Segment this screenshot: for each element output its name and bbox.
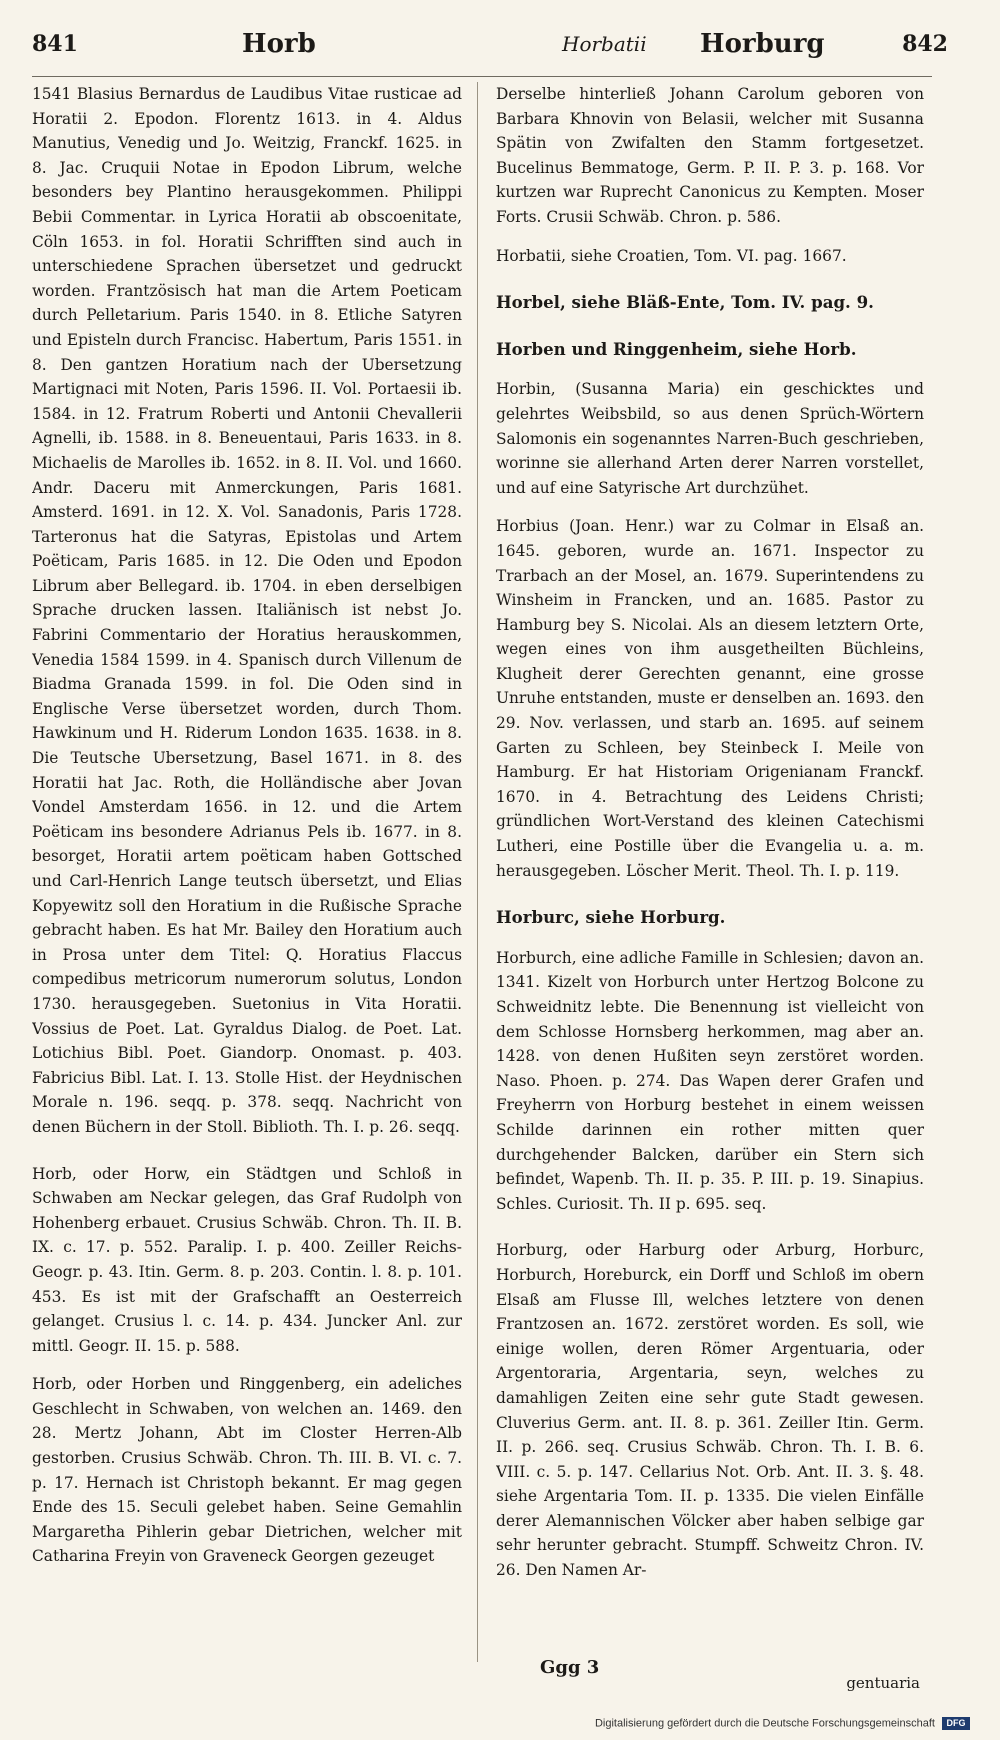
column-title-left: Horb [242, 29, 316, 59]
entry-horburg: Horburg, oder Harburg oder Arburg, Horburc, Horburch, Horeburck, ein Dorff und Schloß im obern Elsaß am Flusse Ill, welches letztere von denen Frantzosen an. 1672. zerstöret worden. Es soll, wie einige wollen, deren Römer Argentuaria, oder Argentoraria, Argentaria, seyn, welches zu damahligen Zeiten eine sehr gute Stadt gewesen. Cluverius Germ. ant. II. 8. p. 361. Zeiller Itin. Germ. II. p. 266. seq. Crusius Schwäb. Chron. Th. I. B. 6. VIII. c. 5. p. 147. Cellarius Not. Orb. Ant. II. 3. §. 48. siehe Argentaria Tom. II. p. 1335. Die vielen Einfälle derer Alemannischen Völcker aber haben selbige gar sehr herunter gebracht. Stumpff. Schweitz Chron. IV. 26. Den Namen Ar- [496, 1241, 924, 1580]
entry-horatius-editions: 1541 Blasius Bernardus de Laudibus Vitae rusticae ad Horatii 2. Epodon. Florentz 1613. in 4. Aldus Manutius, Venedig und Jo. Weitzig, Franckf. 1625. in 8. Jac. Cruquii Notae in Epodon Librum, welche besonders bey Plantino herausgekommen. Philippi Bebii Commentar. in Lyrica Horatii ab obscoenitate, Cöln 1653. in fol. Horatii Schrifften sind auch in unterschiedene Sprachen übersetzet und gedruckt worden. Frantzösisch hat man die Artem Poeticam durch Pelletarium. Paris 1540. in 8. Etliche Satyren und Episteln durch Francisc. Habertum, Paris 1551. in 8. Den gantzen Horatium nach der Ubersetzung Martignaci mit Noten, Paris 1596. II. Vol. Portaesii ib. 1584. in 12. Fratrum Roberti und Antonii Chevallerii Agnelli, ib. 1588. in 8. Beneuentaui, Paris 1633. in 8. Michaelis de Marolles ib. 1652. in 8. II. Vol. und 1660. Andr. Daceru mit Anmerckungen, Paris 1681. Amsterd. 1691. in 12. X. Vol. Sanadonis, Paris 1728. Tarteronus hat die Satyras, Epistolas und Artem Poëticam, Paris 1685. in 12. Die Oden und Epodon Librum aber Bellegard. ib. 1704. in eben derselbigen Sprache drucken lassen. Italiänisch ist nebst Jo. Fabrini Commentario der Horatius herauskommen, Venedia 1584 1599. in 4. Spanisch durch Villenum de Biadma Granada 1599. in fol. Die Oden sind in Englische Verse übersetzet worden, durch Thom. Hawkinum und H. Riderum London 1635. 1638. in 8. Die Teutsche Ubersetzung, Basel 1671. in 8. des Horatii hat Jac. Roth, die Holländische aber Jovan Vondel Amsterdam 1656. in 12. und die Artem Poëticam ins besondere Adrianus Pels ib. 1677. in 8. besorget, Horatii artem poëticam haben Gottsched und Carl-Henrich Lange teutsch übersetzt, und Elias Kopyewitz soll den Horatium in die Rußische Sprache gebracht haben. Es hat Mr. Bailey den Horatium auch in Prosa unter dem Titel: Q. Horatius Flaccus compedibus metricorum numerorum solutus, London 1730. herausgegeben. Suetonius in Vita Horatii. Vossius de Poet. Lat. Gyraldus Dialog. de Poet. Lat. Lotichius Bibl. Poet. Giandorp. Onomast. p. 403. Fabricius Bibl. Lat. I. 13. Stolle Hist. der Heydnischen Morale n. 196. seqq. p. 378. seqq. Nachricht von denen Büchern in der Stoll. Biblioth. Th. I. p. 26. seqq. [32, 85, 462, 1136]
catchword: gentuaria [846, 1674, 920, 1692]
column-title-right-end: Horburg [700, 29, 825, 59]
entry-horb-family-cont: Derselbe hinterließ Johann Carolum geboren von Barbara Khnovin von Belasii, welcher mit Susanna Spätin von Zwifalten den Stamm fortgesetzet. Bucelinus Bemmatoge, Germ. P. II. P. 3. p. 168. Vor kurtzen war Ruprecht Canonicus zu Kempten. Moser Forts. Crusii Schwäb. Chron. p. 586. [496, 85, 924, 226]
entry-horb-family: Horb, oder Horben und Ringgenberg, ein adeliches Geschlecht in Schwaben, von welchen an. 1469. den 28. Mertz Johann, Abt im Closter Herren-Alb gestorben. Crusius Schwäb. Chron. Th. III. B. VI. c. 7. p. 17. Hernach ist Christoph bekannt. Er mag gegen Ende des 15. Seculi gelebet haben. Seine Gemahlin Margaretha Pihlerin gebar Dietrichen, welcher mit Catharina Freyin von Graveneck Georgen gezeuget [32, 1375, 462, 1566]
column-title-right-start: Horbatii [562, 32, 647, 56]
entry-horb-town: Horb, oder Horw, ein Städtgen und Schloß in Schwaben am Neckar gelegen, das Graf Rudolph von Hohenberg erbauet. Crusius Schwäb. Chron. Th. II. B. IX. c. 17. p. 552. Paralip. I. p. 400. Zeiller Reichs-Geogr. p. 43. Itin. Germ. 8. p. 203. Contin. l. 8. p. 101. 453. Es ist mit der Grafschafft an Oesterreich gelanget. Crusius l. c. 14. p. 434. Juncker Anl. zur mittl. Geogr. II. 15. p. 588. [32, 1164, 462, 1355]
credit-text: Digitalisierung gefördert durch die Deutsche Forschungsgemeinschaft [594, 1717, 935, 1730]
entry-horbin: Horbin, (Susanna Maria) ein geschicktes und gelehrtes Weibsbild, so aus denen Sprüch-Wörtern Salomonis ein sogenanntes Narren-Buch geschrieben, worinne sie allerhand Arten derer Narren vorstellet, und auf eine Satyrische Art durchzühet. [496, 380, 924, 497]
entry-horburch: Horburch, eine adliche Famille in Schlesien; davon an. 1341. Kizelt von Horburch unter Hertzog Bolcone zu Schweidnitz lebte. Die Benennung ist vielleicht von dem Schlosse Hornsberg herkommen, mag aber an. 1428. von denen Hußiten seyn zerstöret worden. Naso. Phoen. p. 274. Das Wapen derer Grafen und Freyherrn von Horburg bestehet in einem weissen Schilde darinnen ein rother mitten quer durchgehender Balcken, darüber ein Stern sich befindet, Wapenb. Th. II. p. 35. P. III. p. 19. Sinapius. Schles. Curiosit. Th. II p. 695. seq. [496, 948, 924, 1213]
page-header [32, 22, 948, 72]
entry-horben: Horben und Ringgenheim, siehe Horb. [496, 338, 857, 359]
entry-horbel: Horbel, siehe Bläß-Ente, Tom. IV. pag. 9. [496, 292, 874, 313]
left-column [32, 82, 462, 1692]
dfg-logo-icon: DFG [942, 1717, 970, 1730]
entry-horbius: Horbius (Joan. Henr.) war zu Colmar in Elsaß an. 1645. geboren, wurde an. 1671. Inspector zu Trarbach an der Mosel, an. 1679. Superintendens zu Winsheim in Francken, und an. 1685. Pastor zu Hamburg bey S. Nicolai. Als an diesem letztern Orte, wegen eines von ihm ausgetheilten Büchleins, Klugheit derer Gerechten genannt, eine grosse Unruhe entstanden, muste er denselben an. 1693. den 29. Nov. verlassen, und starb an. 1695. auf seinem Garten zu Schleen, bey Steinbeck I. Meile von Hamburg. Er hat Historiam Origenianam Franckf. 1670. in 4. Betrachtung des Leidens Christi; gründlichen Wort-Verstand des kleinen Catechismi Lutheri, eine Postille über die Evangelia u. a. m. herausgegeben. Löscher Merit. Theol. Th. I. p. 119. [496, 517, 924, 880]
entry-horburc: Horburc, siehe Horburg. [496, 907, 726, 928]
page-number-left: 841 [32, 31, 78, 57]
page-number-right: 842 [902, 31, 948, 57]
entry-horbatii: Horbatii, siehe Croatien, Tom. VI. pag. 1667. [496, 246, 847, 265]
header-rule [32, 76, 932, 77]
column-divider [477, 82, 478, 1662]
right-column [496, 82, 924, 1692]
signature-mark: Ggg 3 [540, 1657, 600, 1678]
digitization-credit [595, 1717, 970, 1730]
